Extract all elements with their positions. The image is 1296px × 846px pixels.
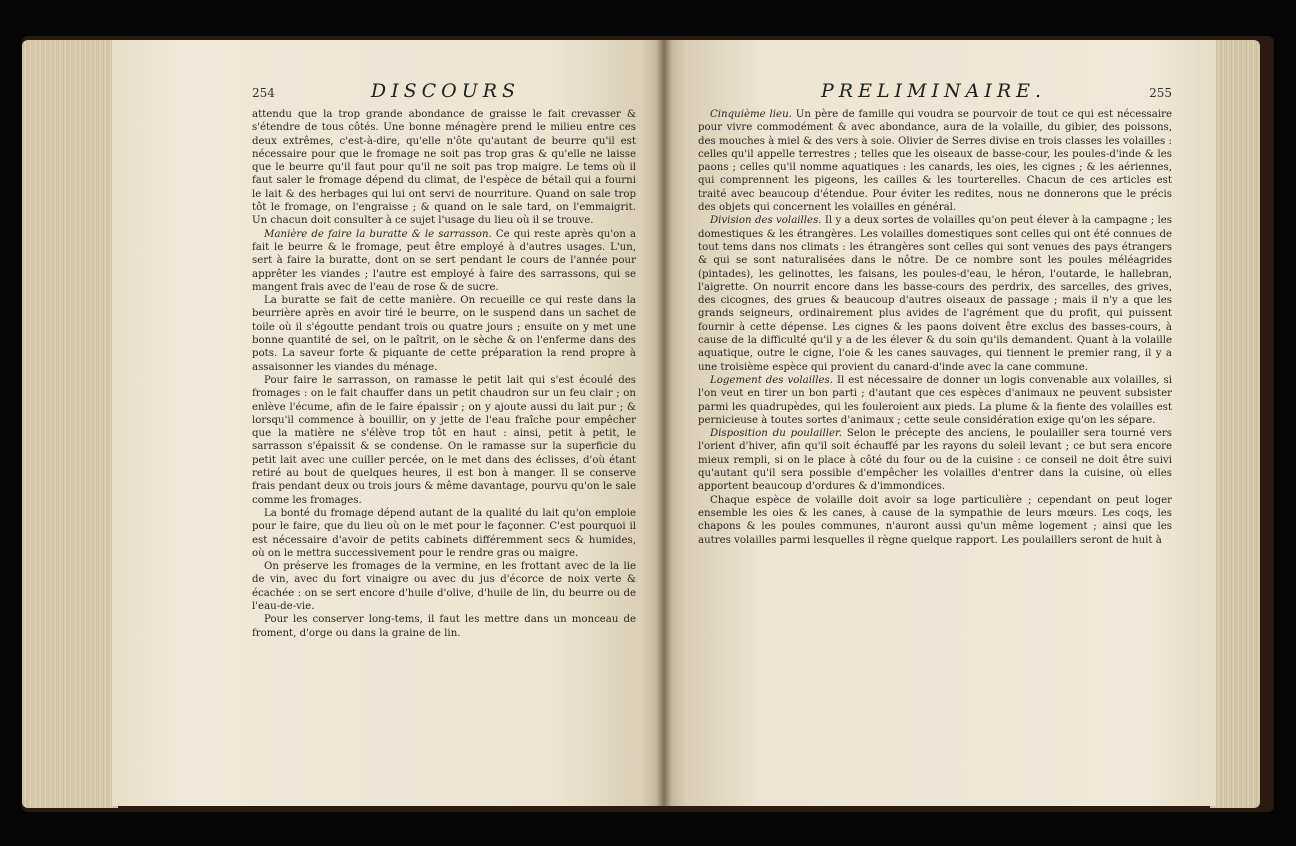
paragraph: Manière de faire la buratte & le sarrasson. Ce qui reste après qu'on a fait le beurre & le fromage, peut être employé à d'autres usages. L'un, sert à faire la buratte, dont on se sert pendant le cours de l'année pour apprêter les viandes ; l'autre est employé à faire des sarrassons, qui se mangent frais avec de l'eau de rose & de sucre. bbox=[252, 228, 636, 293]
left-running-title: DISCOURS bbox=[370, 80, 521, 102]
left-page-header bbox=[252, 80, 636, 104]
paragraph: On préserve les fromages de la vermine, en les frottant avec de la lie de vin, avec du fort vinaigre ou avec du jus d'écorce de noix verte & écachée : on se sert encore d'huile d'olive, d'huile de lin, du beurre ou de l'eau-de-vie. bbox=[252, 561, 636, 612]
right-page bbox=[664, 40, 1216, 806]
paragraph: Disposition du poulailler. Selon le précepte des anciens, le poulailler sera tourné vers l'orient d'hiver, afin qu'il soit échauffé par les rayons du soleil levant ; ce but sera encore mieux rempli, si on le place à côté du four ou de la cuisine : ce conseil ne doit être suivi qu'autant qu'il sera possible d'empêcher les volailles d'entrer dans la cuisine, où elles apportent beaucoup d'ordures & d'immondices. bbox=[698, 428, 1172, 493]
paragraph: Chaque espèce de volaille doit avoir sa loge particulière ; cependant on peut loger ensemble les oies & les canes, à cause de la sympathie de leurs mœurs. Les coqs, les chapons & les poules communes, n'auront aussi qu'un même logement ; ainsi que les autres volailles parmi lesquelles il règne quelque rapport. Les poulaillers seront de huit à bbox=[698, 494, 1172, 546]
left-page-number: 254 bbox=[252, 86, 275, 100]
paragraph: La bonté du fromage dépend autant de la qualité du lait qu'on emploie pour le faire, que du lieu où on le met pour le façonner. C'est pourquoi il est nécessaire d'avoir de petits cabinets différemment secs & humides, où on le mettra successivement pour le rendre gras ou maigre. bbox=[252, 507, 636, 559]
right-page-text bbox=[698, 108, 1172, 547]
right-running-title: PRELIMINAIRE. bbox=[820, 80, 1047, 102]
paragraph: attendu que la trop grande abondance de graisse le fait crevasser & s'étendre de tous côtés. Une bonne ménagère prend le milieu entre ces deux extrêmes, c'est-à-dire, qu'elle n'ôte qu'autant de beurre qu'il est nécessaire pour que le fromage ne soit pas trop gras & qu'elle ne laisse que le beurre qu'il faut pour qu'il ne soit pas trop maigre. Le tems où il faut saler le fromage dépend du climat, de l'espèce de bétail qui a fourni le lait & des herbages qui lui ont servi de nourriture. Quand on sale trop tôt le fromage, on l'engraisse ; & quand on le sale tard, on l'emmaigrit. Un chacun doit consulter à ce sujet l'usage du lieu où il se trouve. bbox=[252, 109, 636, 227]
right-page-header bbox=[698, 80, 1172, 104]
left-page-edges bbox=[22, 40, 118, 808]
paragraph: Pour faire le sarrasson, on ramasse le petit lait qui s'est écoulé des fromages : on le fait chauffer dans un petit chaudron sur un feu clair ; on enlève l'écume, afin de le faire épaissir ; on y ajoute aussi du lait pur ; & lorsqu'il commence à bouillir, on y jette de l'eau fraîche pour empêcher que la matière ne s'élève trop tôt en haut : ainsi, petit à petit, le sarrasson s'épaissit & se condense. On le ramasse sur la superficie du petit lait avec une cuiller percée, on le met dans des éclisses, d'où étant retiré au bout de quelques heures, il est bon à manger. Il se conserve frais pendant deux ou trois jours & même davantage, pourvu qu'on le sale comme les fromages. bbox=[252, 374, 636, 506]
paragraph: Pour les conserver long-tems, il faut les mettre dans un monceau de froment, d'orge ou dans la graine de lin. bbox=[252, 614, 636, 639]
book-gutter bbox=[656, 40, 672, 806]
paragraph: Logement des volailles. Il est nécessaire de donner un logis convenable aux volailles, si l'on veut en tirer un bon parti ; d'autant que ces espèces d'animaux ne peuvent subsister parmi les quadrupèdes, qui les fouleroient aux pieds. La plume & la fiente des volailles est pernicieuse à toutes sortes d'animaux ; cette seule considération exige qu'on les sépare. bbox=[698, 374, 1172, 426]
left-page-text bbox=[252, 108, 636, 640]
paragraph: Division des volailles. Il y a deux sortes de volailles qu'on peut élever à la campagne ; les domestiques & les étrangères. Les volailles domestiques sont celles qui ont été connues de tout tems dans nos climats : les étrangères sont celles qui sont venues des pays étrangers & qui se sont naturalisées dans le nôtre. De ce nombre sont les poules méléagrides (pintades), les gelinottes, les faisans, les poules-d'eau, le héron, l'outarde, le hallebran, l'aigrette. On nourrit encore dans les basse-cours des perdrix, des sarcelles, des grives, des cicognes, des grues & beaucoup d'autres oiseaux de passage ; mais il n'y a que les grands seigneurs, ordinairement plus avides de l'agrément que du profit, qui puissent fournir à cette dépense. Les cignes & les paons doivent être exclus des basses-cours, à cause de la difficulté qu'il y a de les élever & du soin qu'ils demandent. Quant à la volaille aquatique, outre le cigne, l'oie & les canes sauvages, qui tiennent le premier rang, il y a une troisième espèce qui provient du canard-d'inde avec la cane commune. bbox=[698, 215, 1172, 373]
paragraph: Cinquième lieu. Un père de famille qui voudra se pourvoir de tout ce qui est nécessaire pour vivre commodément & avec abondance, aura de la volaille, du gibier, des poissons, des mouches à miel & des vers à soie. Olivier de Serres divise en trois classes les volailles : celles qu'il appelle terrestres ; telles que les oiseaux de basse-cour, les poules-d'inde & les paons ; celles qu'il nomme aquatiques : les canards, les oies, les cignes ; & les aériennes, qui comprennent les pigeons, les cailles & les tourterelles. Chacun de ces articles est traité avec beaucoup d'étendue. Pour éviter les redites, nous ne donnerons que le précis des objets qui concernent les volailles en général. bbox=[698, 109, 1172, 214]
left-page bbox=[112, 40, 664, 806]
right-page-edges bbox=[1210, 40, 1260, 808]
right-page-number: 255 bbox=[1149, 86, 1172, 100]
paragraph: La buratte se fait de cette manière. On recueille ce qui reste dans la beurrière après en avoir tiré le beurre, on le suspend dans un sachet de toile où il s'égoutte pendant trois ou quatre jours ; ensuite on y met une bonne quantité de sel, on le paîtrit, on le sèche & on l'enferme dans des pots. La saveur forte & piquante de cette préparation la rend propre à assaisonner les viandes du ménage. bbox=[252, 295, 636, 373]
